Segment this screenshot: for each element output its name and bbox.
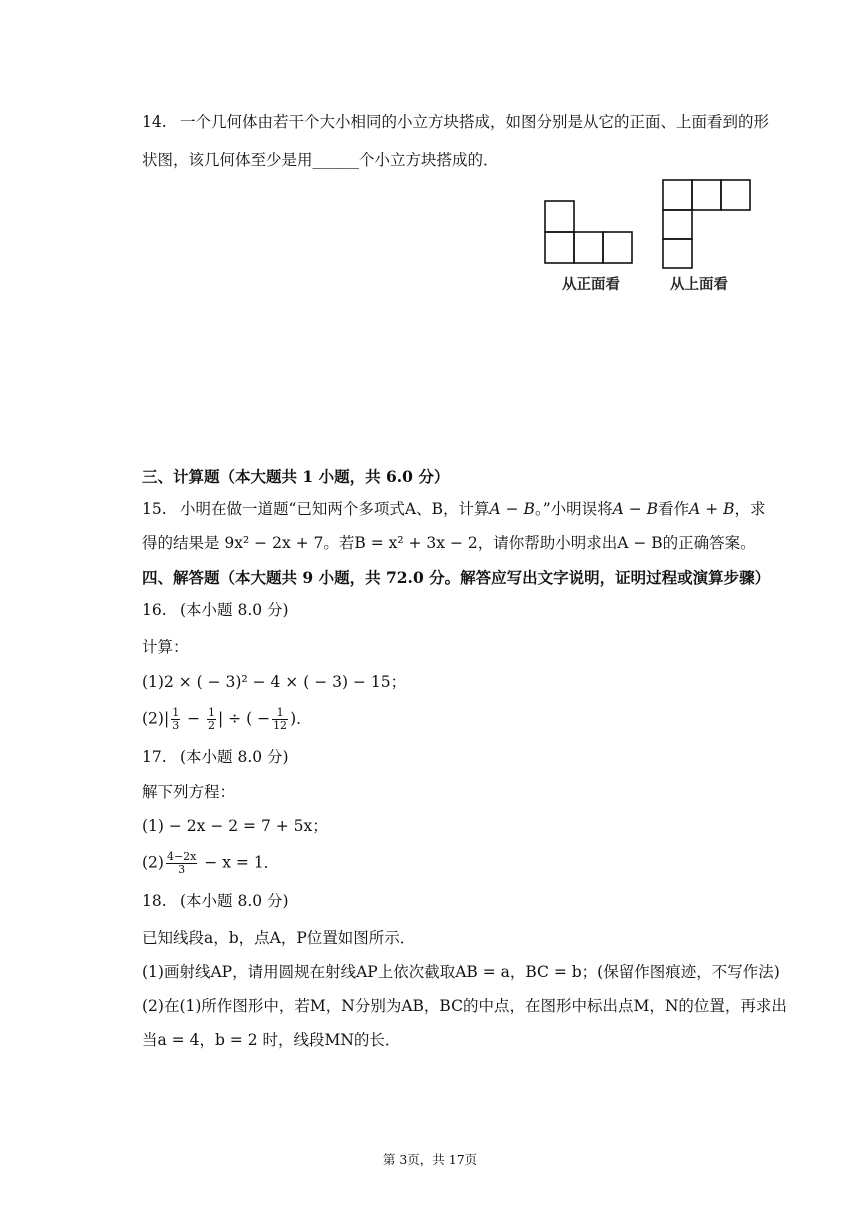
page-footer: 第 3页，共 17页 bbox=[382, 1152, 478, 1167]
fraction-one-third bbox=[171, 707, 180, 732]
fraction-4-minus-2x-over-3 bbox=[166, 851, 197, 876]
q17-part2-prefix: (2) bbox=[142, 853, 164, 872]
q15-expr-3: A + B bbox=[689, 500, 735, 518]
section3-title: 三、计算题（本大题共 1 小题，共 6.0 分） bbox=[142, 467, 450, 486]
top-view-caption: 从上面看 bbox=[670, 277, 728, 293]
q14-line-2: 状图，该几何体至少是用______个小立方块搭成的． bbox=[142, 151, 499, 169]
fraction-one-half bbox=[207, 707, 216, 732]
q15-expr-2: A − B bbox=[612, 500, 659, 518]
q17-part2-suffix: − x = 1． bbox=[199, 853, 280, 872]
q16-part2 bbox=[142, 707, 312, 732]
q15-expr-1: A − B bbox=[489, 500, 535, 518]
q18-intro: 已知线段a，b，点A，P位置如图所示． bbox=[142, 929, 416, 947]
q16-part2-prefix: (2)| bbox=[142, 709, 170, 728]
q14-line-1 bbox=[142, 112, 769, 132]
q17-part2 bbox=[142, 851, 279, 876]
fraction-numerator: 1 bbox=[272, 707, 288, 720]
q15-text-e: 看作 bbox=[658, 500, 690, 518]
q17-part1: (1) − 2x − 2 = 7 + 5x； bbox=[142, 817, 328, 835]
q17-instruction: 解下列方程： bbox=[142, 783, 236, 801]
q15-text-c: 。”小明误将 bbox=[534, 500, 613, 518]
q18-score: (本小题 8.0 分) bbox=[180, 892, 289, 910]
fraction-denominator: 3 bbox=[172, 719, 180, 732]
q16-number: 16. bbox=[142, 601, 167, 619]
q18-part1: (1)画射线AP，请用圆规在射线AP上依次截取AB = a，BC = b；(保留作图痕迹，不写作法) bbox=[142, 963, 780, 981]
fraction-numerator: 1 bbox=[208, 706, 216, 719]
fraction-denominator: 2 bbox=[208, 719, 216, 732]
fraction-numerator: 1 bbox=[172, 706, 180, 719]
section4-title: 四、解答题（本大题共 9 小题，共 72.0 分。解答应写出文字说明，证明过程或演算步骤） bbox=[142, 568, 771, 587]
fraction-one-twelfth bbox=[272, 707, 288, 732]
minus-sign: − bbox=[182, 709, 206, 728]
q15-text-g: ，求 bbox=[734, 500, 766, 518]
q18-part2-line1: (2)在(1)所作图形中，若M，N分别为AB，BC的中点，在图形中标出点M，N的位置，再求出 bbox=[142, 997, 787, 1015]
q15-number: 15. bbox=[142, 500, 167, 518]
fraction-denominator: 3 bbox=[178, 863, 186, 876]
q16-part1: (1)2 × ( − 3)² − 4 × ( − 3) − 15； bbox=[142, 673, 407, 691]
q17-header bbox=[142, 747, 289, 767]
front-view-caption: 从正面看 bbox=[562, 277, 620, 293]
q14-text-1: 一个几何体由若干个大小相同的小立方块搭成，如图分别是从它的正面、上面看到的形 bbox=[180, 113, 770, 131]
top-view-grid bbox=[663, 180, 750, 268]
q15-line-1 bbox=[142, 499, 766, 519]
q14-number: 14. bbox=[142, 113, 167, 131]
q18-number: 18. bbox=[142, 892, 167, 910]
q15-line-2: 得的结果是 9x² − 2x + 7。若B = x² + 3x − 2，请你帮助小明求出A − B的正确答案。 bbox=[142, 534, 756, 552]
fraction-denominator: 12 bbox=[273, 719, 288, 732]
q16-part2-suffix: )． bbox=[290, 709, 312, 728]
q17-number: 17. bbox=[142, 748, 167, 766]
q18-header bbox=[142, 891, 289, 911]
q16-part2-mid: | ÷ ( − bbox=[218, 709, 271, 728]
q16-instruction: 计算： bbox=[142, 638, 189, 656]
q16-score: (本小题 8.0 分) bbox=[180, 601, 289, 619]
q17-score: (本小题 8.0 分) bbox=[180, 748, 289, 766]
q18-part2-line2: 当a = 4，b = 2 时，线段MN的长． bbox=[142, 1031, 401, 1049]
q16-header bbox=[142, 600, 289, 620]
q14-figure bbox=[0, 170, 860, 470]
fraction-numerator: 4−2x bbox=[166, 850, 197, 863]
front-view-grid bbox=[545, 201, 632, 263]
q15-text-a: 小明在做一道题“已知两个多项式A、B，计算 bbox=[180, 500, 490, 518]
